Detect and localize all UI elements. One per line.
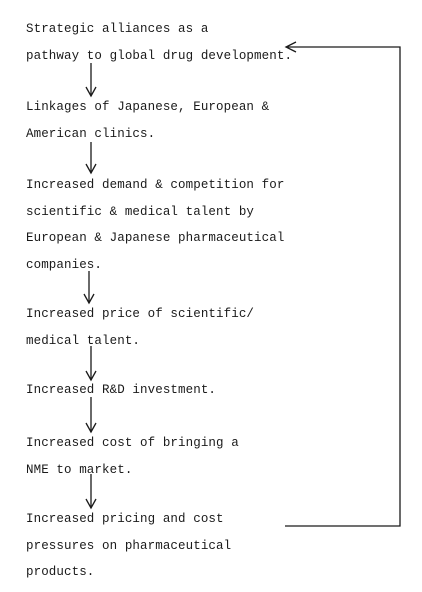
down-arrow-1 [86,63,96,96]
node-text-line: Linkages of Japanese, European & [26,100,270,114]
node-text-line: pressures on pharmaceutical [26,538,232,553]
node-text-line: Increased demand & competition for [26,178,285,192]
node-text-line: pathway to global drug development. [26,48,293,63]
feedback-loop-arrow [285,42,400,526]
node-text-line: NME to market. [26,462,133,477]
node-text-line: products. [26,565,95,579]
node-text-line: European & Japanese pharmaceutical [26,231,285,245]
node-text-line: medical talent. [26,333,141,348]
node-text-line: Strategic alliances as a [26,22,209,36]
down-arrow-4 [86,346,96,380]
node-text-line: Increased pricing and cost [26,512,224,526]
node-text-line: Increased cost of bringing a [26,436,239,450]
down-arrow-2 [86,142,96,173]
node-text-line: Increased R&D investment. [26,383,217,397]
down-arrow-6 [86,474,96,508]
node-text-line: American clinics. [26,126,156,141]
down-arrow-5 [86,397,96,432]
node-text-line: scientific & medical talent by [26,204,255,219]
down-arrow-3 [84,271,94,303]
node-text-line: Increased price of scientific/ [26,307,255,321]
node-text-line: companies. [26,257,103,272]
